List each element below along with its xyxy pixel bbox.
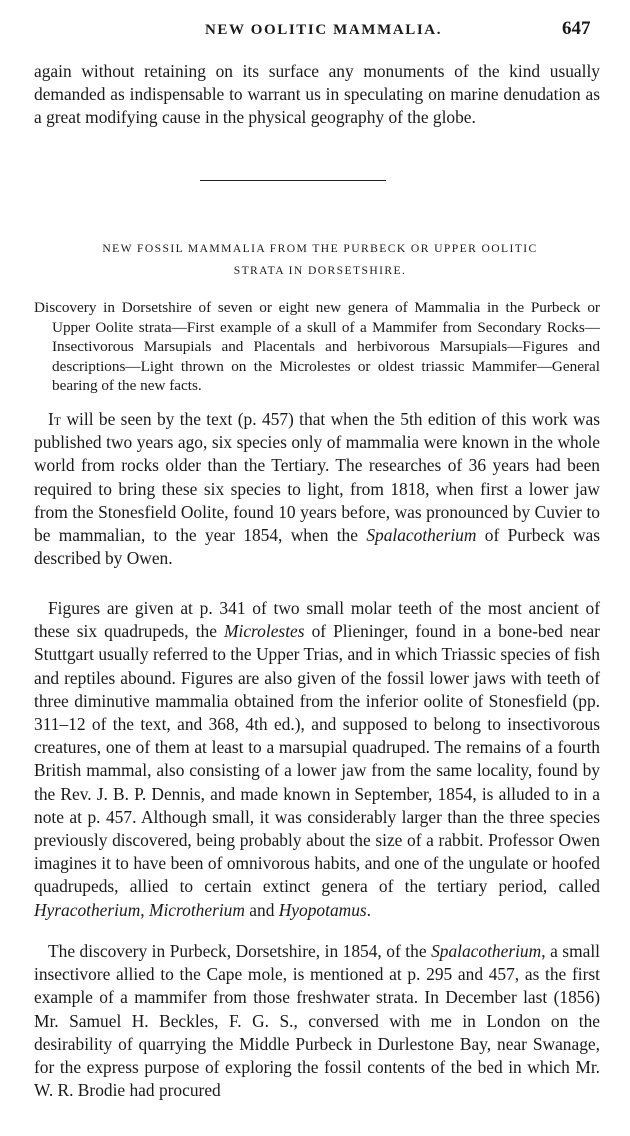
paragraph-2-italic-hyopotamus: Hyopotamus [278,899,367,920]
paragraph-2 [34,597,600,922]
running-title: NEW OOLITIC MAMMALIA. [205,22,443,38]
paragraph-3-text-b: , a small insectivore allied to the Cape mole, is mentioned at p. 295 and 457, as the first example of a mammifer from those freshwater strata. In December last (1856) Mr. Samuel H. Beckles, F. G. S., conversed with me in London on the desirability of quarrying the Middle Purbeck in Durlestone Bay, near Swanage, for the express purpose of exploring the fossil contents of the bed in which Mr. W. R. Brodie had procured [34,941,600,1101]
section-synopsis: Discovery in Dorsetshire of seven or eight new genera of Mammalia in the Purbeck or Upper Oolite strata—First example of a skull of a Mammifer from Secondary Rocks—Insectivorous Marsupials and Placentals and herbivorous Marsupials—Figures and descriptions—Light thrown on the Microlestes or oldest triassic Mammifer—General bearing of the new facts. [34,299,600,395]
paragraph-2-italic-hyracotherium: Hyracotherium [34,899,141,920]
section-heading-line1: NEW FOSSIL MAMMALIA FROM THE PURBECK OR UPPER OOLITIC [102,242,538,255]
paragraph-2-italic-microtherium: Microtherium [148,899,245,920]
paragraph-1-text-b: of Purbeck was described by Owen. [34,525,600,569]
intro-paragraph: again without retaining on its surface any monuments of the kind usually demanded as indispensable to warrant us in speculating on marine denudation as a great modifying cause in the physical geography of the globe. [34,61,600,128]
paragraph-2-sep-1: , [140,899,149,920]
section-heading-line2: STRATA IN DORSETSHIRE. [233,264,407,277]
paragraph-3 [34,940,600,1102]
paragraph-3-text-a: The discovery in Purbeck, Dorsetshire, in 1854, of the [48,941,432,961]
running-header [0,18,630,44]
paragraph-3-italic-spalacotherium: Spalacotherium [431,941,542,961]
paragraph-1 [34,408,600,570]
paragraph-1-text-a: will be seen by the text (p. 457) that when the 5th edition of this work was published two years ago, six species only of mammalia were known in the whole world from rocks older than the Tertiary. The researches of 36 years had been required to bring these six species to light, from 1818, when first a lower jaw from the Stonesfield Oolite, found 10 years before, was pronounced by Cuvier to be mammalian, to the year 1854, when the [34,409,600,546]
paragraph-1-lead: It [48,409,62,429]
paragraph-2-sep-2: and [244,899,279,920]
paragraph-2-italic-microlestes: Microlestes [224,621,305,642]
section-heading [40,238,600,282]
paragraph-2-text-c: . [366,899,372,920]
paragraph-2-text-b: of Plieninger, found in a bone-bed near Stuttgart usually referred to the Upper Trias, and in which Triassic species of fish and reptiles abound. Figures are also given of the fossil lower jaws with teeth of three diminutive mammalia obtained from the inferior oolite of Stonesfield (pp. 311–12 of the text, and 368, 4th ed.), and supposed to belong to insectivorous creatures, one of them at least to a marsupial quadruped. The remains of a fourth British mammal, also consisting of a lower jaw from the same locality, found by the Rev. J. B. P. Dennis, and made known in September, 1854, is alluded to in a note at p. 457. Although small, it was considerably larger than the three species previously discovered, being probably about the size of a rabbit. Professor Owen imagines it to have been of omnivorous habits, and one of the ungulate or hoofed quadrupeds, allied to certain extinct genera of the tertiary period, called [34,621,600,897]
section-divider-rule [200,180,386,181]
paragraph-2-text-a: Figures are given at p. 341 of two small molar teeth of the most ancient of these six quadrupeds, the [34,598,600,642]
paragraph-1-italic-spalacotherium: Spalacotherium [366,525,477,546]
page-number: 647 [562,18,591,39]
